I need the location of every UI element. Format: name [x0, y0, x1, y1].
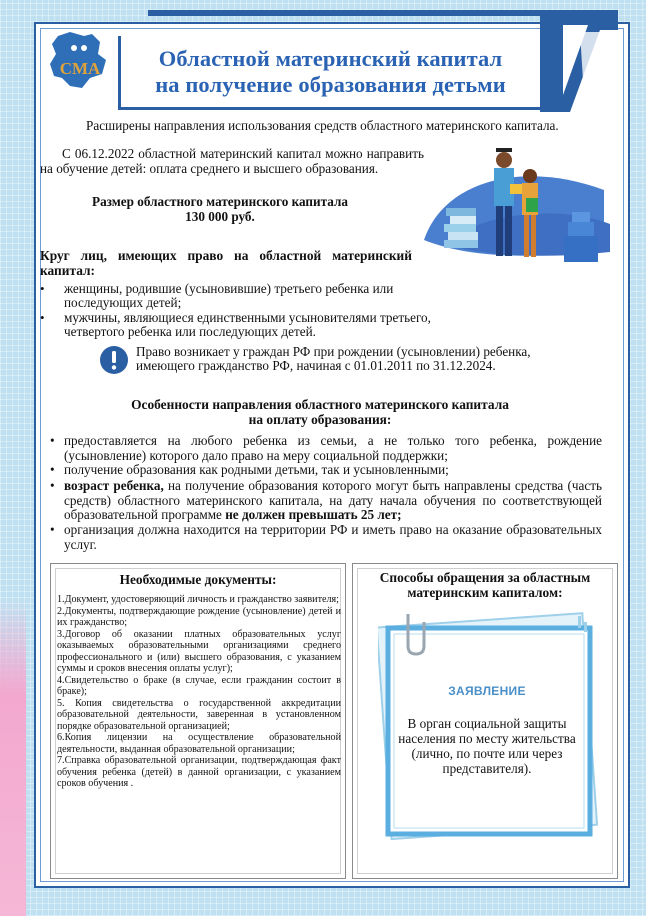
- application-ways-heading: Способы обращения за областным материнским капиталом:: [379, 570, 591, 600]
- feature-item-text: получение образования как родными детьми, так и усыновленными;: [64, 462, 449, 477]
- eligibility-heading: Круг лиц, имеющих право на областной материнский капитал:: [40, 248, 412, 278]
- features-heading-line-2: на оплату образования:: [248, 412, 392, 427]
- title-line-2: на получение образования детьми: [155, 71, 506, 97]
- capital-amount: [60, 195, 380, 224]
- logo-text: СМА: [59, 59, 101, 78]
- bullet-icon: •: [50, 462, 55, 477]
- application-card-text: В орган социальной защиты населения по месту жительства (лично, по почте или через представителя).: [398, 716, 576, 776]
- lead-paragraph: Расширены направления использования средств областного материнского капитала.: [86, 118, 559, 133]
- feature-item: [50, 522, 602, 552]
- eligibility-item-text: женщины, родившие (усыновившие) третьего ребенка или последующих детей;: [64, 281, 394, 311]
- document-item: 3.Договор об оказании платных образовательных услуг оказываемых образовательными организациями среднего профессионального и (или) высшего образования, с указанием суммы и сроков внесения оплаты услуг);: [57, 628, 341, 674]
- bullet-icon: •: [40, 310, 45, 325]
- eligibility-item-text: мужчины, являющиеся единственными усыновителями третьего, четвертого ребенка или последующих детей.: [64, 310, 431, 340]
- feature-item: [50, 462, 602, 478]
- eligibility-item: [40, 310, 436, 340]
- documents-list: [57, 594, 341, 790]
- document-item: 1.Документ, удостоверяющий личность и гражданство заявителя;: [57, 594, 339, 605]
- feature-item-text: предоставляется на любого ребенка из семьи, а не только того ребенка, рождение (усыновление) которого дало право на меру социальной поддержки;: [64, 433, 602, 463]
- capital-amount-label: Размер областного материнского капитала: [92, 194, 348, 209]
- document-item: 2.Документы, подтверждающие рождение (усыновление) детей и их гражданство;: [57, 605, 341, 628]
- documents-heading: Необходимые документы:: [119, 572, 277, 587]
- eligibility-notice: Право возникает у граждан РФ при рождении (усыновлении) ребенка, имеющего гражданство РФ, начиная с 01.01.2011 по 31.12.2024.: [136, 344, 531, 374]
- feature-item-text: на получение образования которого могут быть направлены средства (часть средств) областного материнского капитала, на дату начала обучения по соответствующей образовательной программе: [64, 478, 602, 523]
- document-item: 7.Справка образовательной организации, подтверждающая факт обучения ребенка (детей) в данной организации, с указанием сроков обучения .: [57, 755, 341, 789]
- feature-item: [50, 478, 602, 523]
- title-line-1: Областной материнский капитал: [158, 45, 503, 71]
- poster-title: [118, 36, 540, 110]
- feature-item-bold: не должен превышать 25 лет;: [225, 507, 402, 523]
- feature-item-bold: возраст ребенка,: [64, 478, 164, 493]
- decorative-pink-strip: [0, 600, 26, 916]
- feature-item-text: организация должна находится на территории РФ и иметь право на оказание образовательных услуг.: [64, 522, 602, 552]
- features-heading-line-1: Особенности направления областного материнского капитала: [131, 397, 509, 412]
- documents-box: [50, 563, 346, 879]
- bullet-icon: •: [50, 522, 55, 537]
- exclamation-icon: [99, 345, 129, 375]
- features-heading: [70, 397, 570, 427]
- capital-amount-value: 130 000 руб.: [185, 208, 255, 224]
- application-card-label: ЗАЯВЛЕНИЕ: [448, 684, 526, 698]
- region-logo: [40, 30, 122, 94]
- bullet-icon: •: [40, 281, 45, 296]
- students-illustration: [414, 140, 614, 278]
- document-item: 5. Копия свидетельства о государственной аккредитации образовательной деятельности, заверенная в установленном порядке образовательной организацией;: [57, 697, 341, 732]
- bullet-icon: •: [50, 478, 55, 493]
- document-item: 4.Свидетельство о браке (в случае, если гражданин состоит в браке);: [57, 674, 341, 697]
- bullet-icon: •: [50, 433, 55, 448]
- intro-paragraph: С 06.12.2022 областной материнский капитал можно направить на обучение детей: оплата среднего и высшего образования.: [40, 146, 424, 176]
- eligibility-item: [40, 281, 436, 311]
- feature-item: [50, 433, 602, 463]
- document-item: 6.Копия лицензии на осуществление образовательной деятельности, выданная образовательной организации;: [57, 732, 341, 755]
